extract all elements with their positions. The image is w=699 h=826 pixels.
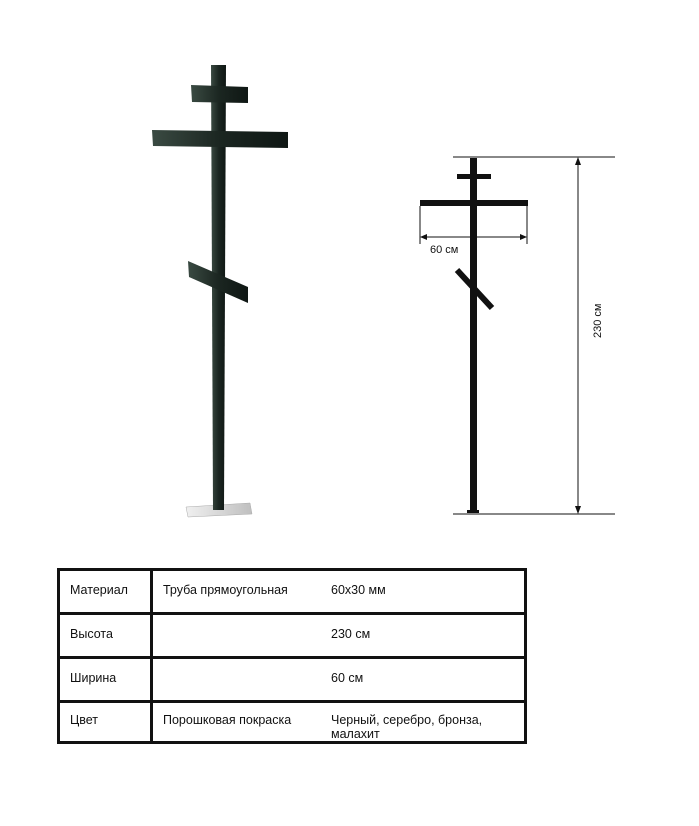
spec-row-height — [59, 614, 526, 658]
spec-value-2: Черный, серебро, бронза, малахит — [331, 713, 483, 741]
spec-label: Высота — [59, 614, 152, 658]
schematic-main-bar — [420, 200, 528, 206]
spec-row-color — [59, 702, 526, 743]
height-label: 230 см — [592, 303, 604, 338]
spec-value-2: 60 см — [331, 671, 364, 685]
cross-top-bar — [191, 85, 248, 103]
spec-value-1 — [163, 671, 331, 685]
spec-value-cell — [152, 702, 526, 743]
width-arrow-left — [420, 234, 427, 240]
height-arrow-top — [575, 157, 581, 165]
width-label: 60 см — [430, 244, 459, 256]
spec-value-cell — [152, 570, 526, 614]
height-arrow-bottom — [575, 506, 581, 514]
spec-label: Цвет — [59, 702, 152, 743]
spec-value-1: Порошковая покраска — [163, 713, 292, 727]
spec-value-cell — [152, 658, 526, 702]
schematic-top-bar — [457, 174, 491, 179]
cross-main-bar — [152, 130, 288, 148]
cross-photo — [140, 55, 300, 525]
spec-value-1: Труба прямоугольная — [163, 583, 288, 597]
spec-value-cell — [152, 614, 526, 658]
spec-value-2: 60x30 мм — [331, 583, 386, 597]
spec-table — [57, 568, 527, 744]
spec-label: Ширина — [59, 658, 152, 702]
spec-row-material — [59, 570, 526, 614]
spec-value-1 — [163, 627, 331, 641]
spec-row-width — [59, 658, 526, 702]
spec-label: Материал — [59, 570, 152, 614]
schematic-foot — [467, 510, 479, 513]
schematic-post — [470, 158, 477, 513]
spec-value-2: 230 см — [331, 627, 371, 641]
width-arrow-right — [520, 234, 527, 240]
cross-schematic — [410, 150, 630, 520]
